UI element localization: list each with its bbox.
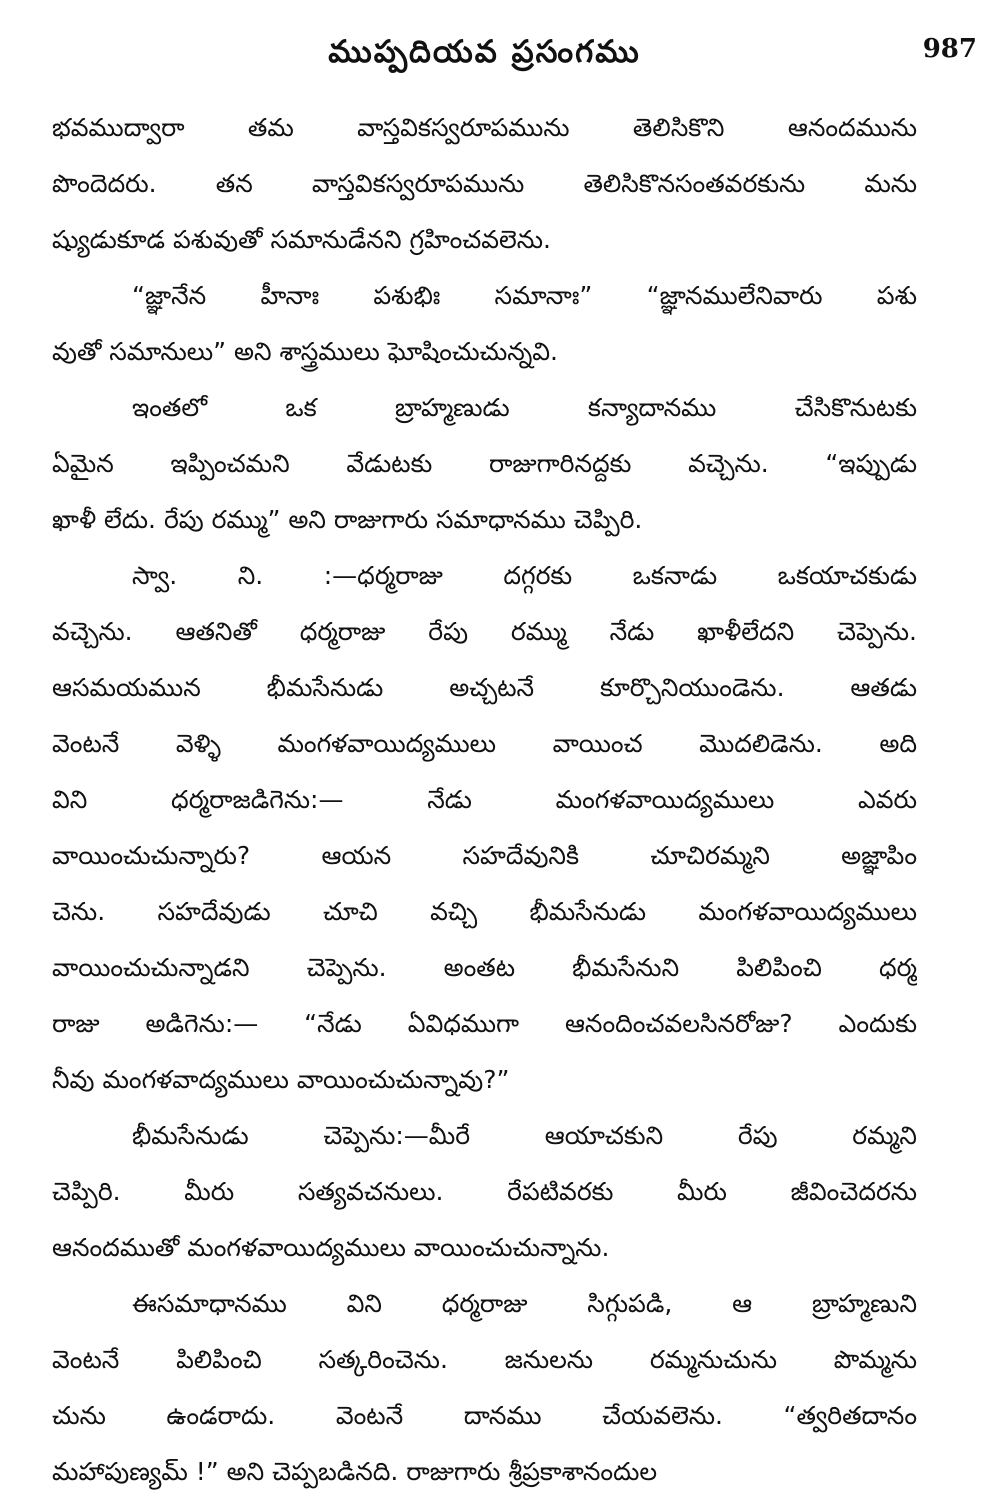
text-line: చెప్పిరి. మీరు సత్యవచనులు. రేపటివరకు మీరు జీవించెదరను bbox=[52, 1177, 917, 1206]
text-line: ఇంతలో ఒక బ్రాహ్మణుడు కన్యాదానము చేసికొనుటకు bbox=[132, 393, 917, 422]
text-line: ఏమైన ఇప్పించమని వేడుటకు రాజుగారినద్దకు వచ్చెను. “ఇప్పుడు bbox=[52, 449, 917, 478]
text-line: స్వా. ని. :—ధర్మరాజు దగ్గరకు ఒకనాడు ఒకయాచకుడు bbox=[132, 561, 917, 590]
text-line: ఆసమయమున భీమసేనుడు అచ్చటనే కూర్చొనియుండెను. ఆతడు bbox=[52, 673, 917, 702]
text-line: రాజు అడిగెను:— “నేడు ఏవిధముగా ఆనందించవలసినరోజు? ఎందుకు bbox=[52, 1009, 917, 1038]
text-line: వాయించుచున్నారు? ఆయన సహదేవునికి చూచిరమ్మని అజ్ఞాపిం bbox=[52, 841, 917, 870]
text-line: చెను. సహదేవుడు చూచి వచ్చి భీమసేనుడు మంగళవాయిద్యములు bbox=[52, 897, 917, 926]
text-line: “జ్ఞానేన హీనాః పశుభిః సమానాః” “జ్ఞానములేనివారు పశు bbox=[132, 281, 917, 310]
paragraph bbox=[52, 1286, 917, 1510]
running-title: ముప్పదియవ ప్రసంగము bbox=[328, 34, 641, 70]
text-line: చును ఉండరాదు. వెంటనే దానము చేయవలెను. “త్వరితదానం bbox=[52, 1401, 917, 1430]
text-line: వెంటనే పిలిపించి సత్కరించెను. జనులను రమ్మనుచును పొమ్మను bbox=[52, 1345, 917, 1374]
text-line: విని ధర్మరాజడిగెను:— నేడు మంగళవాయిద్యములు ఎవరు bbox=[52, 785, 917, 814]
text-line: ఆనందముతో మంగళవాయిద్యములు వాయించుచున్నాను. bbox=[52, 1233, 610, 1262]
text-line: వెంటనే వెళ్ళి మంగళవాయిద్యములు వాయించ మొదలిడెను. అది bbox=[52, 729, 917, 758]
paragraph bbox=[52, 390, 917, 558]
text-line: పొందెదరు. తన వాస్తవికస్వరూపమును తెలిసికొనసంతవరకును మను bbox=[52, 169, 917, 198]
text-line: నీవు మంగళవాద్యములు వాయించుచున్నావు?” bbox=[52, 1065, 510, 1094]
body-text bbox=[52, 110, 917, 1510]
page-header bbox=[52, 18, 977, 70]
paragraph bbox=[52, 1118, 917, 1286]
text-line: భవముద్వారా తమ వాస్తవికస్వరూపమును తెలిసికొని ఆనందమును bbox=[52, 113, 917, 142]
text-line: వాయించుచున్నాడని చెప్పెను. అంతట భీమసేనుని పిలిపించి ధర్మ bbox=[52, 953, 917, 982]
text-line: ఈసమాధానము విని ధర్మరాజు సిగ్గుపడి, ఆ బ్రాహ్మణుని bbox=[132, 1289, 917, 1318]
text-line: ష్యుడుకూడ పశువుతో సమానుడేనని గ్రహించవలెను. bbox=[52, 225, 551, 254]
text-line: భీమసేనుడు చెప్పెను:—మీరే ఆయాచకుని రేపు రమ్మని bbox=[132, 1121, 917, 1150]
paragraph bbox=[52, 558, 917, 1118]
page-number: 987 bbox=[922, 34, 977, 64]
text-line: ఖాళీ లేదు. రేపు రమ్ము” అని రాజుగారు సమాధానము చెప్పిరి. bbox=[52, 505, 643, 534]
text-line: వుతో సమానులు” అని శాస్త్రములు ఘోషించుచున్నవి. bbox=[52, 337, 558, 366]
paragraph bbox=[52, 110, 917, 278]
text-line: మహాపుణ్యమ్ !” అని చెప్పబడినది. రాజుగారు శ్రీప్రకాశానందుల bbox=[52, 1457, 658, 1486]
text-line: వచ్చెను. ఆతనితో ధర్మరాజు రేపు రమ్ము నేడు ఖాళీలేదని చెప్పెను. bbox=[52, 617, 917, 646]
paragraph bbox=[52, 278, 917, 390]
